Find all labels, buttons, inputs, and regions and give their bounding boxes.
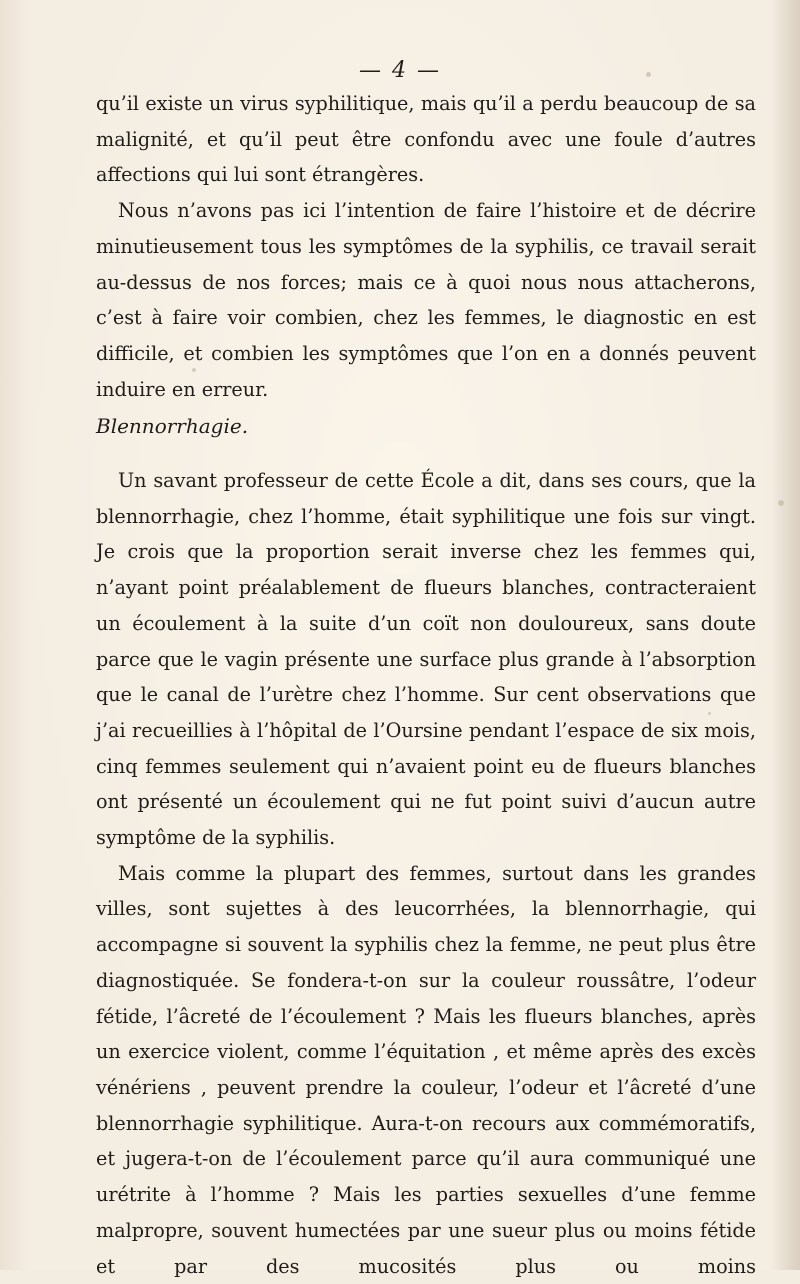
section-heading: Blennorrhagie. [96, 414, 249, 439]
page-number: — 4 — [359, 58, 441, 83]
paragraph-leucorrhees: Mais comme la plupart des femmes, surtout dans les grandes villes, sont sujettes à des leucorrhées, la blennorrhagie, qui accompagne si souvent la syphilis chez la femme, ne peut plus être diagnostiquée. Se fondera-t-on sur la couleur roussâtre, l’odeur fétide, l’âcreté de l’écoulement ? Mais les flueurs blanches, après un exercice violent, comme l’équitation , et même après des excès vénériens , peuvent prendre la couleur, l’odeur et l’âcreté d’une blennorrhagie syphilitique. Aura-t-on recours aux commémoratifs, et jugera-t-on de l’écoulement parce qu’il aura communiqué une urétrite à l’homme ? Mais les parties sexuelles d’une femme malpropre, souvent humectées par une sueur plus ou moins fétide et par des mucosités plus ou moins [96, 861, 756, 1278]
body-text [96, 86, 756, 1284]
paragraph-intention: Nous n’avons pas ici l’intention de faire l’histoire et de décrire minutieusement tous les symptômes de la syphilis, ce travail serait au-dessus de nos forces; mais ce à quoi nous nous attacherons, c’est à faire voir combien, chez les femmes, le diagnostic en est difficile, et combien les symptômes que l’on en a donnés peuvent induire en erreur. [96, 199, 756, 401]
paragraph-continuation: qu’il existe un virus syphilitique, mais qu’il a perdu beaucoup de sa malignité, et qu’il peut être confondu avec une foule d’autres affections qui lui sont étrangères. [96, 92, 756, 187]
page-edge-shadow [772, 0, 800, 1270]
paragraph-professeur: Un savant professeur de cette École a dit, dans ses cours, que la blennorrhagie, chez l’homme, était syphilitique une fois sur vingt. Je crois que la proportion serait inverse chez les femmes qui, n’ayant point préalablement de flueurs blanches, contracteraient un écoulement à la suite d’un coït non douloureux, sans doute parce que le vagin présente une surface plus grande à l’absorption que le canal de l’urètre chez l’homme. Sur cent observations que j’ai recueillies à l’hôpital de l’Oursine pendant l’espace de six mois, cinq femmes seulement qui n’avaient point eu de flueurs blanches ont présenté un écoulement qui ne fut point suivi d’aucun autre symptôme de la syphilis. [96, 469, 756, 850]
paper-speck [778, 500, 784, 506]
